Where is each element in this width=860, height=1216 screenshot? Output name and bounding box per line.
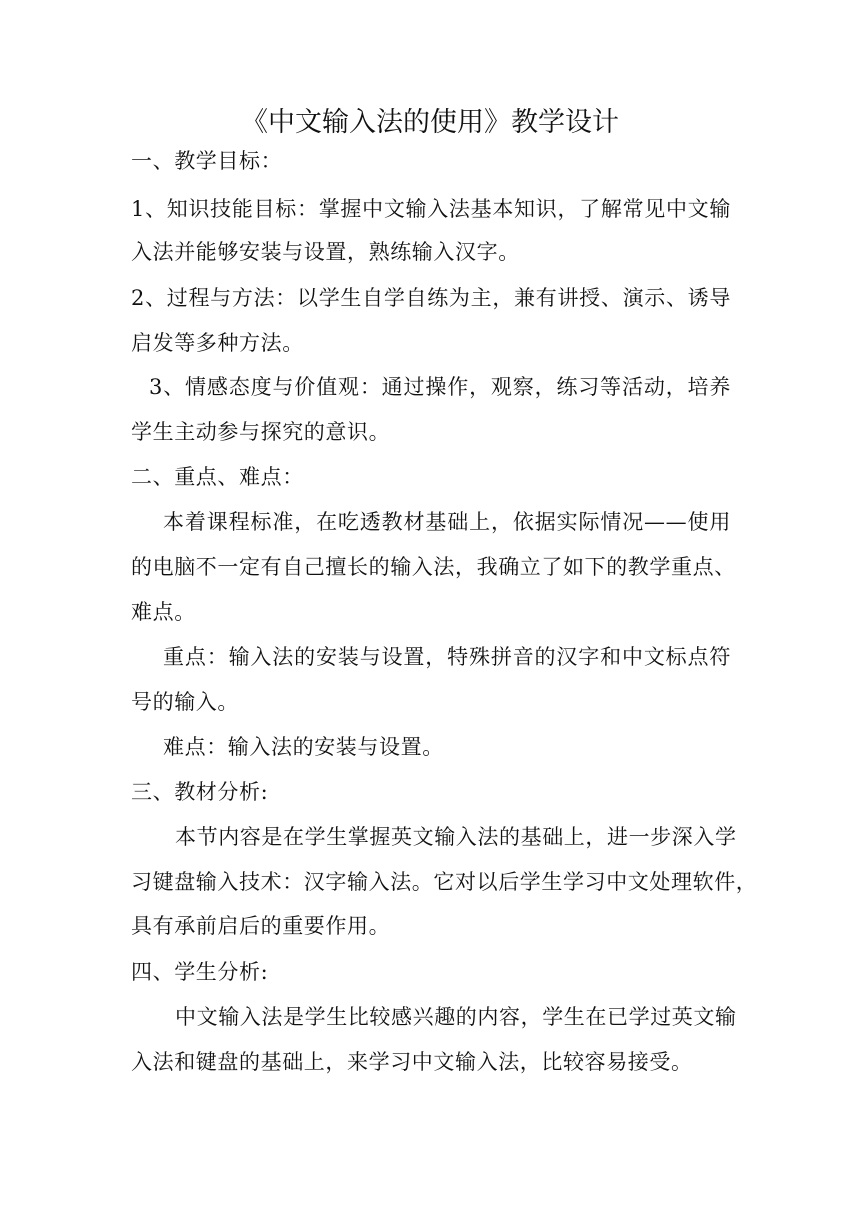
section-heading-teaching-goals: 一、教学目标： — [131, 149, 283, 173]
paragraph-line: 学生主动参与探究的意识。 — [131, 420, 391, 444]
paragraph-line: 入法和键盘的基础上，来学习中文输入法，比较容易接受。 — [131, 1050, 693, 1074]
document-title: 《中文输入法的使用》教学设计 — [241, 107, 619, 138]
paragraph-line: 难点：输入法的安装与设置。 — [163, 735, 444, 759]
section-heading-material-analysis: 三、教材分析: — [131, 780, 269, 804]
paragraph-line: 入法并能够安装与设置，熟练输入汉字。 — [131, 240, 520, 264]
paragraph-line: 难点。 — [131, 600, 196, 624]
paragraph-line: 号的输入。 — [131, 690, 239, 714]
paragraph-line: 3、情感态度与价值观：通过操作，观察，练习等活动，培养 — [149, 375, 731, 399]
paragraph-line: 1、知识技能目标：掌握中文输入法基本知识，了解常见中文输 — [131, 197, 731, 221]
paragraph-line: 2、过程与方法：以学生自学自练为主，兼有讲授、演示、诱导 — [131, 286, 731, 310]
paragraph-line: 习键盘输入技术：汉字输入法。它对以后学生学习中文处理软件， — [131, 870, 758, 894]
paragraph-line: 具有承前启后的重要作用。 — [131, 914, 391, 938]
paragraph-line: 本着课程标准，在吃透教材基础上，依据实际情况——使用 — [163, 510, 731, 534]
paragraph-line: 本节内容是在学生掌握英文输入法的基础上，进一步深入学 — [175, 825, 737, 849]
paragraph-line: 重点：输入法的安装与设置，特殊拼音的汉字和中文标点符 — [163, 645, 731, 669]
paragraph-line: 启发等多种方法。 — [131, 331, 304, 355]
section-heading-student-analysis: 四、学生分析: — [131, 960, 269, 984]
paragraph-line: 的电脑不一定有自己擅长的输入法，我确立了如下的教学重点、 — [131, 555, 736, 579]
section-heading-key-points: 二、重点、难点： — [131, 465, 304, 489]
paragraph-line: 中文输入法是学生比较感兴趣的内容，学生在已学过英文输 — [175, 1005, 737, 1029]
